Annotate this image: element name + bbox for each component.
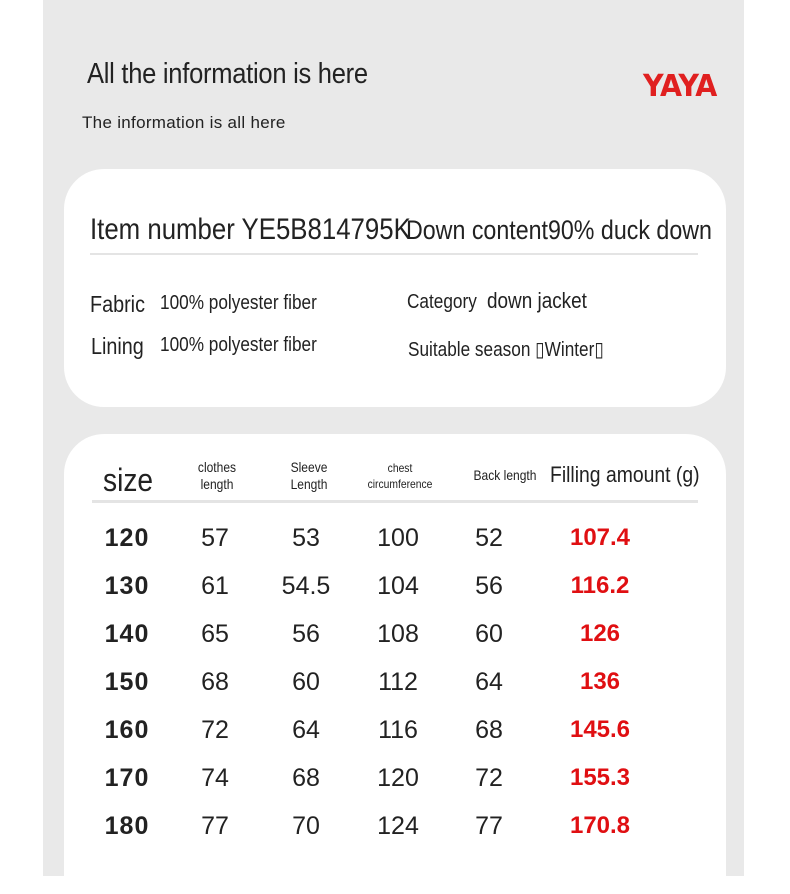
table-row — [64, 524, 726, 572]
cell-chest: 108 — [377, 620, 419, 648]
cell-filling: 170.8 — [569, 812, 631, 839]
cell-filling: 145.6 — [569, 716, 631, 743]
cell-back-length: 68 — [475, 716, 503, 744]
cell-sleeve-length: 54.5 — [281, 572, 331, 600]
cell-clothes-length: 61 — [201, 572, 229, 600]
cell-back-length: 52 — [475, 524, 503, 552]
cell-filling: 116.2 — [570, 572, 630, 599]
fabric-value: 100% polyester fiber — [160, 292, 317, 314]
header-sleeve-length: Sleeve Length — [290, 459, 328, 492]
table-row — [64, 572, 726, 620]
product-info-card — [64, 169, 726, 407]
cell-clothes-length: 68 — [201, 668, 229, 696]
season-value: Winter — [544, 339, 595, 361]
cell-chest: 116 — [378, 716, 418, 744]
cell-filling: 126 — [579, 620, 621, 647]
header-filling-amount: Filling amount (g) — [550, 462, 700, 487]
cell-filling: 136 — [579, 668, 621, 695]
product-info-top-row — [90, 213, 712, 255]
category-label: Category — [407, 291, 477, 313]
cell-filling: 107.4 — [569, 524, 631, 551]
cell-back-length: 56 — [475, 572, 503, 600]
table-row — [64, 764, 726, 812]
cell-filling: 155.3 — [569, 764, 631, 791]
table-row — [64, 716, 726, 764]
cell-chest: 120 — [377, 764, 419, 792]
cell-chest: 100 — [377, 524, 419, 552]
category-value: down jacket — [487, 288, 587, 313]
cell-clothes-length: 57 — [201, 524, 229, 552]
size-chart-header — [92, 434, 698, 503]
cell-sleeve-length: 64 — [292, 716, 320, 744]
header-back-length: Back length — [473, 467, 537, 483]
cell-clothes-length: 72 — [201, 716, 229, 744]
cell-size: 150 — [104, 668, 150, 696]
cell-clothes-length: 77 — [201, 812, 229, 840]
cell-size: 170 — [104, 764, 150, 792]
cell-chest: 112 — [378, 668, 418, 696]
down-content: Down content90% duck down — [406, 215, 712, 245]
table-row — [64, 620, 726, 668]
cell-size: 180 — [104, 812, 150, 840]
cell-size: 140 — [104, 620, 150, 648]
cell-sleeve-length: 56 — [292, 620, 320, 648]
page-subtitle: The information is all here — [82, 113, 286, 132]
size-chart-card — [64, 434, 726, 894]
cell-sleeve-length: 70 — [292, 812, 320, 840]
table-row — [64, 668, 726, 716]
lining-label: Lining — [91, 333, 144, 359]
item-number: Item number YE5B814795K — [90, 213, 411, 246]
lining-value: 100% polyester fiber — [160, 334, 317, 356]
cell-chest: 104 — [377, 572, 419, 600]
cell-size: 120 — [104, 524, 150, 552]
season-label: Suitable season ▯Winter▯ — [408, 339, 604, 361]
cell-size: 130 — [104, 572, 150, 600]
header-size: size — [103, 462, 154, 498]
cell-size: 160 — [104, 716, 150, 744]
cell-clothes-length: 74 — [201, 764, 229, 792]
cell-sleeve-length: 60 — [292, 668, 320, 696]
cell-clothes-length: 65 — [201, 620, 229, 648]
table-row — [64, 812, 726, 860]
cell-sleeve-length: 53 — [292, 524, 320, 552]
cell-back-length: 64 — [475, 668, 503, 696]
fabric-label: Fabric — [90, 291, 145, 317]
cell-back-length: 72 — [475, 764, 503, 792]
cell-back-length: 60 — [475, 620, 503, 648]
brand-logo: YAYA — [643, 69, 717, 104]
page-title: All the information is here — [87, 58, 368, 90]
cell-chest: 124 — [377, 812, 419, 840]
cell-sleeve-length: 68 — [292, 764, 320, 792]
cell-back-length: 77 — [475, 812, 503, 840]
header-clothes-length: clothes length — [197, 459, 237, 492]
header-chest-circumference: chest circumference — [367, 461, 433, 491]
